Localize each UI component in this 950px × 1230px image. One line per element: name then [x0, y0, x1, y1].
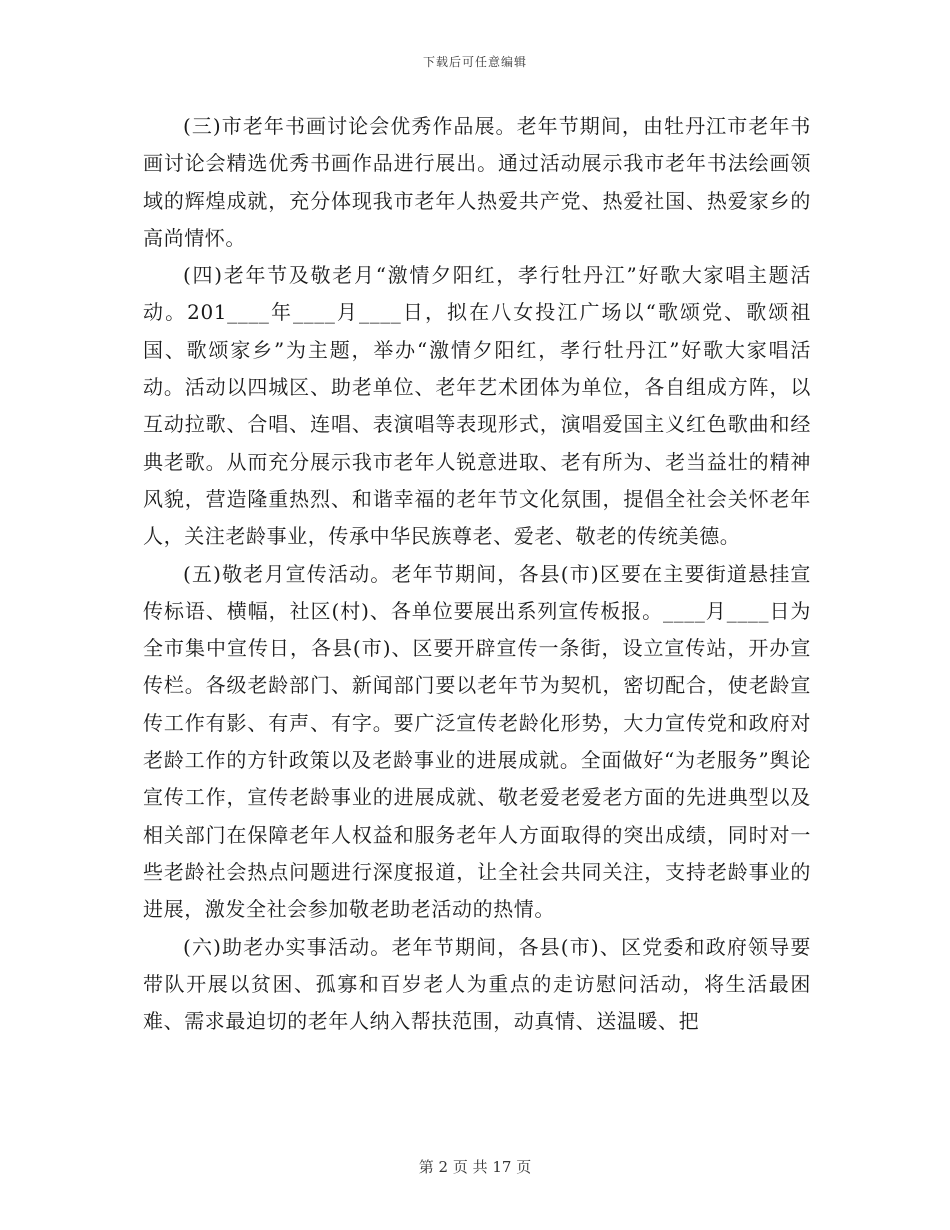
paragraph-section-3: (三)市老年书画讨论会优秀作品展。老年节期间，由牡丹江市老年书画讨论会精选优秀书画作品进行展出。通过活动展示我市老年书法绘画领域的辉煌成就，充分体现我市老年人热爱共产党、热爱社国、热爱家乡的高尚情怀。: [143, 114, 811, 250]
paragraph-section-4: (四)老年节及敬老月“激情夕阳红，孝行牡丹江”好歌大家唱主题活动。201____年____月____日，拟在八女投江广场以“歌颂党、歌颂祖国、歌颂家乡”为主题，举办“激情夕阳红，孝行牡丹江”好歌大家唱活动。活动以四城区、助老单位、老年艺术团体为单位，各自组成方阵，以互动拉歌、合唱、连唱、表演唱等表现形式，演唱爱国主义红色歌曲和经典老歌。从而充分展示我市老年人锐意进取、老有所为、老当益壮的精神风貌，营造隆重热烈、和谐幸福的老年节文化氛围，提倡全社会关怀老年人，关注老龄事业，传承中华民族尊老、爱老、敬老的传统美德。: [143, 263, 811, 549]
page-number: 第 2 页 共 17 页: [418, 1158, 532, 1176]
paragraph-section-6: (六)助老办实事活动。老年节期间，各县(市)、区党委和政府领导要带队开展以贫困、孤寡和百岁老人为重点的走访慰问活动，将生活最困难、需求最迫切的老年人纳入帮扶范围，动真情、送温暖、把: [143, 934, 811, 1034]
page-header-note: 下载后可任意编辑: [422, 55, 527, 69]
paragraph-section-5: (五)敬老月宣传活动。老年节期间，各县(市)区要在主要街道悬挂宣传标语、横幅，社区(村)、各单位要展出系列宣传板报。____月____日为全市集中宣传日，各县(市)、区要开辟宣传一条街，设立宣传站，开办宣传栏。各级老龄部门、新闻部门要以老年节为契机，密切配合，使老龄宣传工作有影、有声、有字。要广泛宣传老龄化形势，大力宣传党和政府对老龄工作的方针政策以及老龄事业的进展成就。全面做好“为老服务”舆论宣传工作，宣传老龄事业的进展成就、敬老爱老爱老方面的先进典型以及相关部门在保障老年人权益和服务老年人方面取得的突出成绩，同时对一些老龄社会热点问题进行深度报道，让全社会共同关注，支持老龄事业的进展，激发全社会参加敬老助老活动的热情。: [143, 561, 811, 922]
document-body: [143, 108, 811, 1040]
